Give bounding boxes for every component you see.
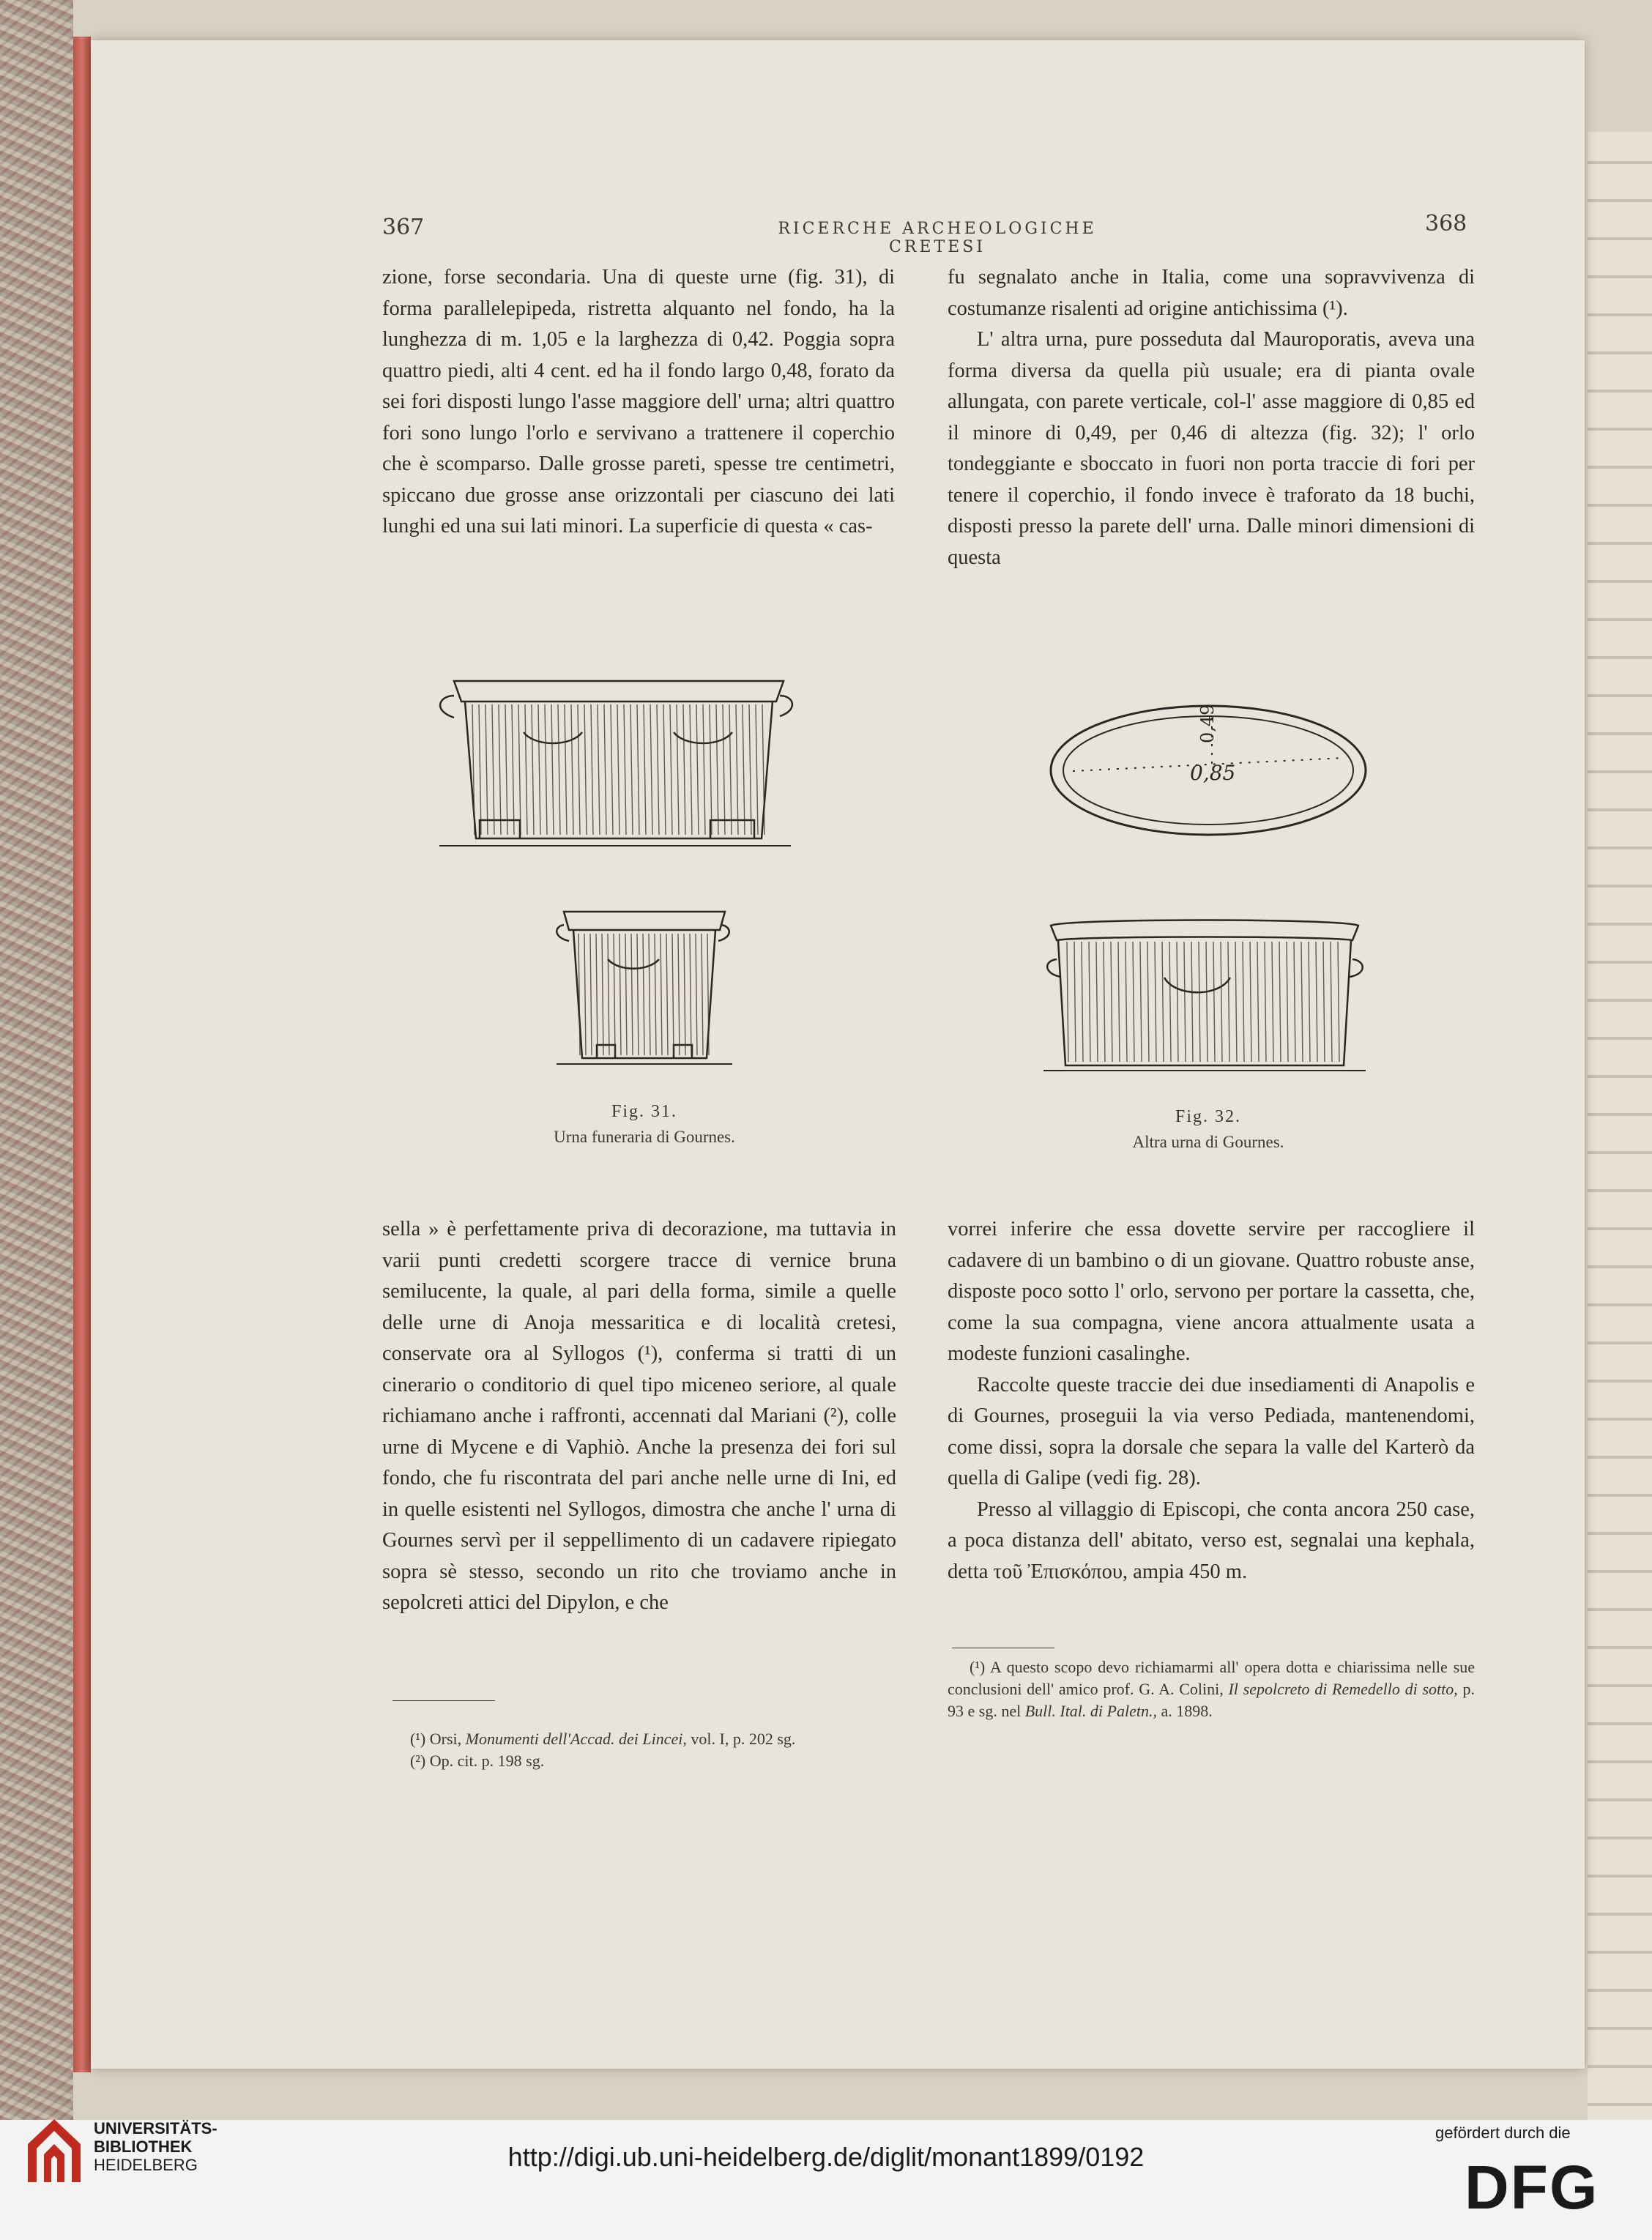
oval-urn-elevation-drawing [1036, 915, 1373, 1084]
fig31-description: Urna funeraria di Gournes. [554, 1128, 735, 1146]
footnote-rule-left [392, 1700, 495, 1701]
source-url-link[interactable]: http://digi.ub.uni-heidelberg.de/diglit/monant1899/0192 [507, 2142, 1145, 2172]
column-left-bottom [382, 1214, 896, 1619]
footnotes-right [948, 1656, 1475, 1722]
fig31-caption [498, 1102, 791, 1147]
footnote-2: (²) Op. cit. p. 198 sg. [410, 1752, 545, 1770]
running-title: RICERCHE ARCHEOLOGICHE CRETESI [778, 220, 1097, 256]
column-right-top [948, 262, 1475, 573]
footnote-1: (¹) A questo scopo devo richiamarmi all' opera dotta e chiarissima nelle sue conclusioni dell' amico prof. G. A. Colini, Il sepolcreto di Remedello di sotto, p. 93 e sg. nel Bull. Ital. di Paletn., a. 1898. [948, 1658, 1476, 1720]
paragraph: Presso al villaggio di Episcopi, che conta ancora 250 case, a poca distanza dell' abitato, verso est, segnalai una kephala, detta τοῦ Ἐπισκόπου, ampia 450 m. [948, 1497, 1475, 1583]
fig31-label: Fig. 31. [611, 1102, 677, 1121]
dimension-label-long: 0,85 [1190, 761, 1236, 785]
footnote-1: (¹) Orsi, Monumenti dell'Accad. dei Lincei, vol. I, p. 202 sg. [410, 1730, 796, 1748]
right-page-number: 368 [1425, 211, 1467, 237]
funding-caption: gefördert durch die [1435, 2124, 1571, 2142]
red-page-edge [73, 37, 91, 2072]
paragraph: L' altra urna, pure posseduta dal Mauroporatis, aveva una forma diversa da quella più usuale; era di pianta ovale allungata, con parete verticale, col-l' asse maggiore di 0,85 ed il minore di 0,49, per 0,46 di altezza (fig. 32); l' orlo tondeggiante e sboccato in fuori non porta traccie di fori per tenere il coperchio, il fondo invece è traforato da 18 buchi, disposti presso la parete dell' urna. Dalle minori dimensioni di questa [948, 328, 1475, 569]
urn-long-side-drawing [425, 666, 805, 864]
university-name: UNIVERSITÄTS- BIBLIOTHEK HEIDELBERG [94, 2119, 217, 2174]
paragraph: fu segnalato anche in Italia, come una sopravvivenza di costumanze risalenti ad origine antichissima (¹). [948, 266, 1475, 320]
urn-plan-view-drawing [1043, 699, 1373, 842]
column-right-bottom [948, 1214, 1475, 1588]
paragraph: zione, forse secondaria. Una di queste urne (fig. 31), di forma parallelepipeda, ristretta alquanto nel fondo, ha la lunghezza di m. 1,05 e la larghezza di 0,42. Poggia sopra quattro piedi, alti 4 cent. ed ha il fondo largo 0,48, forato da sei fori disposti lungo l'asse maggiore dell' urna; altri quattro fori sono lungo l'orlo e servivano a trattenere il coperchio che è scomparso. Dalle grosse pareti, spesse tre centimetri, spiccano due grosse anse orizzontali per ciascuno dei lati lunghi ed una sui lati minori. La superficie di questa « cas- [382, 266, 895, 537]
marbled-cover-edge [0, 0, 73, 2120]
fig32-caption [1062, 1107, 1355, 1152]
fig32-label: Fig. 32. [1175, 1107, 1241, 1126]
footnotes-left [410, 1728, 897, 1772]
left-page-number: 367 [382, 215, 425, 240]
adjacent-page-edge [1588, 132, 1652, 2120]
dimension-label-short: 0,49 [1197, 704, 1218, 743]
fig32-description: Altra urna di Gournes. [1132, 1133, 1284, 1151]
viewer-footer [0, 2120, 1652, 2240]
urn-short-side-drawing [546, 904, 743, 1073]
paragraph: sella » è perfettamente priva di decorazione, ma tuttavia in varii punti credetti scorgere tracce di vernice bruna semilucente, la quale, al pari della forma, simile a quelle delle urne di Anoja messaritica e di località cretesi, conservate ora al Syllogos (¹), conferma si tratti di un cinerario o conditorio di quel tipo miceneo seriore, al quale richiamano anche i raffronti, accennati dal Mariani (²), colle urne di Mycene e di Vaphiò. Anche la presenza dei fori sul fondo, che fu riscontrata del pari anche nelle urne di Ini, ed in quelle esistenti nel Syllogos, dimostra che anche l' urna di Gournes servì per il seppellimento di un cadavere ripiegato sopra sè stesso, secondo un rito che troviamo anche in sepolcreti attici del Dipylon, e che [382, 1218, 896, 1614]
column-left-top [382, 262, 895, 543]
paragraph: Raccolte queste traccie dei due insediamenti di Anapolis e di Gournes, proseguii la via verso Pediada, mantenendomi, come dissi, sopra la dorsale che separa la valle del Karterò da quella di Galipe (vedi fig. 28). [948, 1373, 1475, 1489]
dfg-logo: DFG [1465, 2153, 1599, 2222]
paragraph: vorrei inferire che essa dovette servire per raccogliere il cadavere di un bambino o di un giovane. Quattro robuste anse, disposte poco sotto l' orlo, servono per portare la cassetta, che, come la sua compagna, viene ancora attualmente usata a modeste funzioni casalinghe. [948, 1218, 1475, 1365]
